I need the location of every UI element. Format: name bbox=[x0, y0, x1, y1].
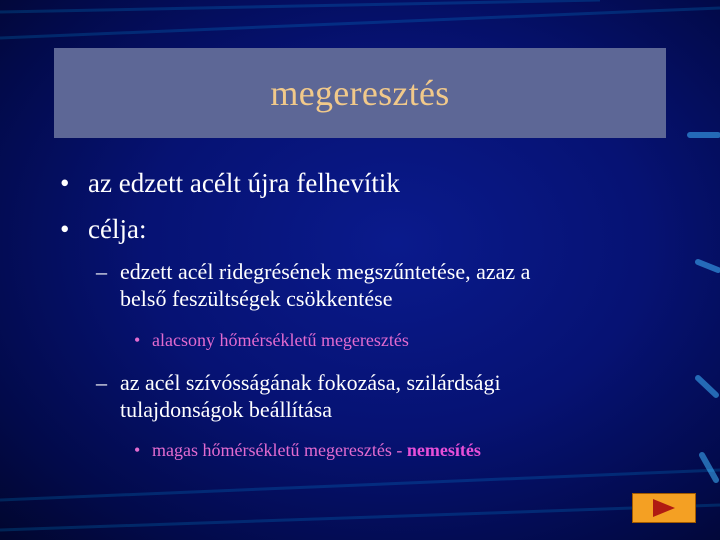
dash-marker: – bbox=[96, 259, 107, 284]
play-triangle-icon bbox=[651, 498, 677, 518]
bullet-item bbox=[60, 214, 147, 244]
highlight-term: nemesítés bbox=[406, 440, 481, 460]
sub-sub-bullet-item bbox=[134, 329, 409, 351]
dash-marker: – bbox=[96, 370, 107, 395]
slide-title: megeresztés bbox=[270, 73, 450, 113]
sub-bullet-item bbox=[96, 369, 680, 423]
sub-bullet-text-line: edzett acél ridegrésének megszűntetése, azaz a bbox=[120, 259, 531, 284]
sub-bullet-text-line: tulajdonságok beállítása bbox=[120, 397, 332, 422]
sub-bullet-text-line: az acél szívósságának fokozása, szilárdsági bbox=[120, 370, 501, 395]
sub-sub-bullet-text: magas hőmérsékletű megeresztés - bbox=[152, 440, 407, 460]
bullet-marker: • bbox=[134, 440, 141, 460]
bullet-text: célja: bbox=[88, 214, 147, 244]
sub-sub-bullet-item bbox=[134, 439, 481, 461]
bullet-marker: • bbox=[60, 168, 70, 198]
bullet-text: az edzett acélt újra felhevítik bbox=[88, 168, 400, 198]
sub-sub-bullet-text: alacsony hőmérsékletű megeresztés bbox=[152, 330, 409, 350]
bullet-marker: • bbox=[134, 330, 141, 350]
next-slide-button[interactable] bbox=[632, 493, 696, 523]
sub-bullet-item bbox=[96, 258, 680, 312]
bullet-marker: • bbox=[60, 214, 70, 244]
sub-bullet-text-line: belső feszültségek csökkentése bbox=[120, 286, 393, 311]
bullet-item bbox=[60, 168, 400, 198]
